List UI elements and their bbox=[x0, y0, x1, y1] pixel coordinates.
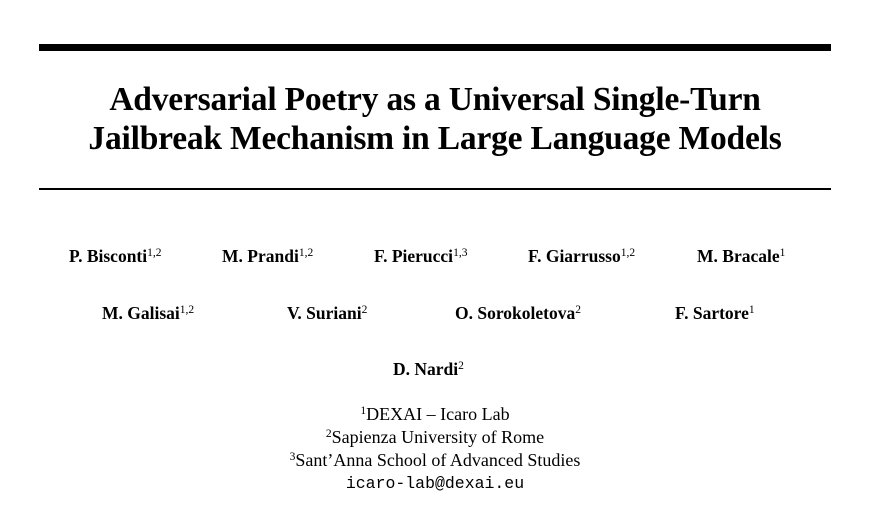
title-line: Jailbreak Mechanism in Large Language Models bbox=[88, 120, 782, 157]
author-affiliation-marker: 1,2 bbox=[147, 247, 162, 259]
contact-email[interactable]: icaro-lab@dexai.eu bbox=[345, 474, 525, 493]
author-affiliation-marker: 1,2 bbox=[298, 247, 314, 259]
author bbox=[374, 245, 467, 267]
author bbox=[69, 245, 162, 267]
author-row bbox=[39, 358, 831, 382]
author-name: F. Sartore bbox=[675, 303, 749, 323]
author bbox=[455, 302, 581, 324]
author-name: P. Bisconti bbox=[69, 246, 148, 266]
author-affiliation-marker: 1 bbox=[779, 247, 786, 259]
title-line: Adversarial Poetry as a Universal Single-Turn bbox=[109, 81, 761, 118]
author-affiliation-marker: 2 bbox=[361, 304, 368, 316]
affiliation-marker: 3 bbox=[289, 451, 296, 463]
affiliation-text: Sant’Anna School of Advanced Studies bbox=[295, 450, 581, 470]
author bbox=[393, 358, 464, 380]
author bbox=[528, 245, 635, 267]
affiliation-marker: 1 bbox=[360, 405, 367, 417]
affiliation-marker: 2 bbox=[325, 428, 332, 440]
author-row bbox=[39, 302, 831, 326]
author-name: F. Giarrusso bbox=[528, 246, 621, 266]
author-name: F. Pierucci bbox=[374, 246, 454, 266]
author bbox=[697, 245, 785, 267]
author-name: M. Prandi bbox=[222, 246, 299, 266]
affiliation bbox=[39, 449, 831, 472]
author-name: M. Bracale bbox=[697, 246, 780, 266]
affiliation-text: Sapienza University of Rome bbox=[331, 427, 545, 447]
author-row bbox=[39, 245, 831, 269]
affiliation bbox=[39, 403, 831, 426]
affiliations-block bbox=[39, 403, 831, 495]
title-bottom-rule bbox=[39, 188, 831, 190]
author bbox=[102, 302, 194, 324]
author bbox=[222, 245, 313, 267]
author-name: D. Nardi bbox=[393, 359, 459, 379]
affiliation bbox=[39, 426, 831, 449]
top-rule bbox=[39, 44, 831, 51]
author-affiliation-marker: 2 bbox=[575, 304, 581, 316]
paper-title bbox=[39, 80, 831, 158]
author-affiliation-marker: 1,2 bbox=[179, 304, 195, 316]
author bbox=[675, 302, 755, 324]
author-affiliation-marker: 1,2 bbox=[620, 247, 636, 259]
affiliation-text: DEXAI – Icaro Lab bbox=[366, 404, 510, 424]
author-affiliation-marker: 1,3 bbox=[453, 247, 468, 259]
author bbox=[287, 302, 367, 324]
author-name: M. Galisai bbox=[102, 303, 180, 323]
author-name: V. Suriani bbox=[287, 303, 362, 323]
author-affiliation-marker: 1 bbox=[748, 304, 755, 316]
author-name: O. Sorokoletova bbox=[455, 303, 576, 323]
author-affiliation-marker: 2 bbox=[458, 360, 464, 372]
